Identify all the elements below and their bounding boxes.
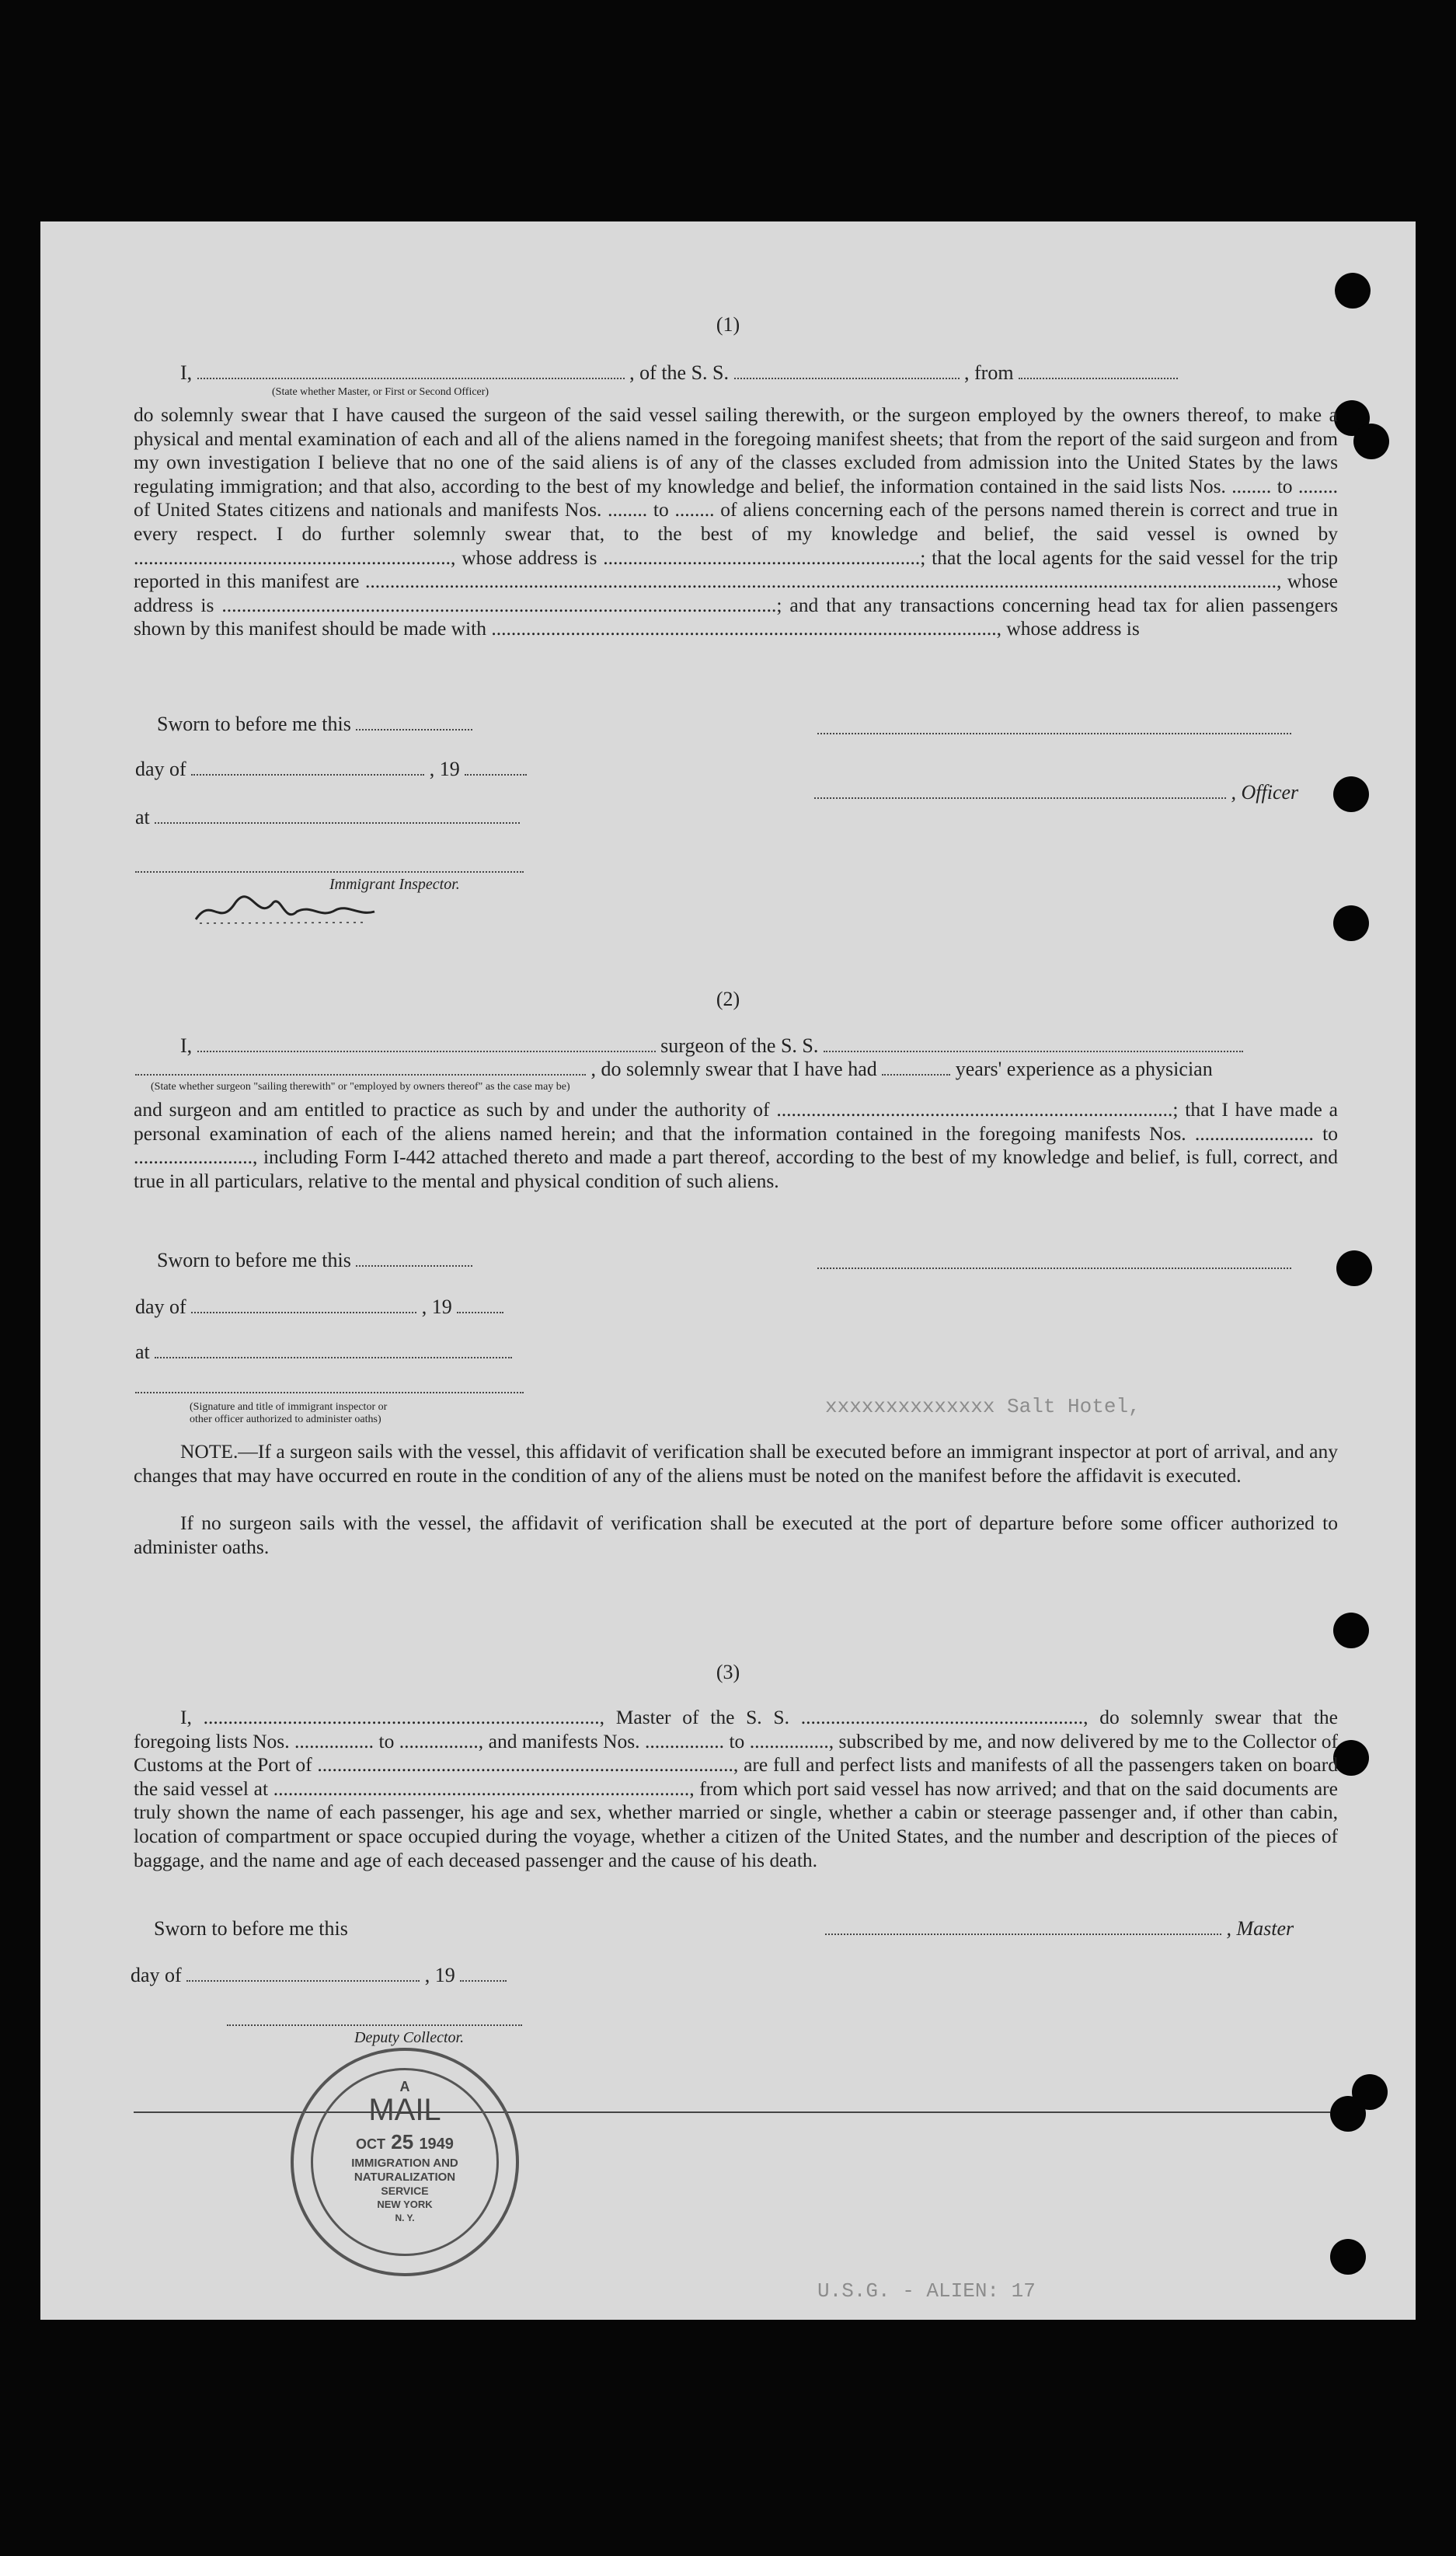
punch-hole [1333, 776, 1369, 812]
text-i: I, [180, 361, 193, 384]
official-signature-line [135, 1392, 524, 1393]
punch-hole [1333, 1613, 1369, 1648]
officer-rank-note: (State whether Master, or First or Second Officer) [272, 386, 489, 398]
at-line-1: at [135, 806, 520, 829]
manifest-page [40, 221, 1416, 2320]
surgeon-status-note: (State whether surgeon "sailing therewith" or "employed by owners thereof" as the case may be) [151, 1081, 570, 1093]
blank-officer-name [197, 362, 625, 379]
deputy-signature-line [227, 2024, 522, 2026]
section-1-line-1 [180, 361, 1178, 385]
signature-line-1 [817, 733, 1291, 734]
punch-hole [1335, 273, 1371, 309]
section-3-paragraph: I, ................................................................................, Master of the S. S. ........................................................., do solemnly swear that the foregoing lists Nos. ................ to ................, and manifests Nos. ................ to ................, subscribed by me, and now delivered by me to the Collector of Customs at the Port of ...................................................................................., are full and perfect lists and manifests of all the passengers taken on board the said vessel at ...................................................................................., from which port said vessel has now arrived; and that on the said documents are truly shown the name of each passenger, his age and sex, whether married or single, whether a cabin or steerage passenger and, if other than cabin, location of compartment or space occupied during the voyage, whether a citizen of the United States, and the number and description of the pieces of baggage, and the name and age of each deceased passenger and the cause of his death. [134, 1706, 1338, 1871]
sworn-line-2: Sworn to before me this [157, 1249, 472, 1272]
blank-surgeon-name [197, 1035, 656, 1052]
section-3-number: (3) [716, 1661, 740, 1683]
inspector-signature [188, 888, 382, 935]
day-line-1: day of , 19 [135, 758, 527, 781]
inspector-signature-line [135, 871, 524, 873]
section-2-number: (2) [716, 988, 740, 1010]
blank-years [882, 1058, 950, 1076]
bleed-through-footer: U.S.G. - ALIEN: 17 [817, 2279, 1036, 2303]
at-line-2: at [135, 1341, 512, 1364]
blank-from-port [1019, 362, 1178, 379]
punch-hole [1330, 2096, 1366, 2132]
section-2-line-1: I, surgeon of the S. S. [180, 1034, 1243, 1058]
officer-line: , Officer [814, 781, 1298, 804]
note-2: If no surgeon sails with the vessel, the affidavit of verification shall be executed at the port of departure before some officer authorized to administer oaths. [134, 1512, 1338, 1558]
deputy-collector-title: Deputy Collector. [354, 2029, 465, 2046]
mail-date-stamp: A MAIL OCT 25 1949 IMMIGRATION AND NATURALIZATION SERVICE NEW YORK N. Y. [291, 2048, 519, 2276]
master-line: , Master [825, 1917, 1294, 1941]
text-of-ss: , of the S. S. [629, 361, 730, 384]
punch-hole [1333, 905, 1369, 941]
day-line-2: day of , 19 [135, 1295, 503, 1319]
section-2-paragraph: and surgeon and am entitled to practice as such by and under the authority of ................................................................................; that I have made a personal examination of each of the aliens named herein; and that the information contained in the foregoing manifests Nos. ........................ to ........................, including Form I-442 attached thereto and made a part thereof, according to the best of my knowledge and belief, is full, correct, and true in all particulars, relative to the mental and physical condition of such aliens. [134, 1098, 1338, 1192]
punch-hole [1353, 424, 1389, 459]
section-2-line-2: , do solemnly swear that I have had years' experience as a physician [135, 1058, 1213, 1081]
signature-note-1: (Signature and title of immigrant inspector or [190, 1401, 388, 1413]
blank-vessel-name [734, 362, 960, 379]
signature-note-2: other officer authorized to administer oaths) [190, 1414, 381, 1425]
inspector-title: Immigrant Inspector. [329, 876, 460, 893]
bleed-through-text: xxxxxxxxxxxxxx Salt Hotel, [825, 1395, 1141, 1418]
section-1-paragraph: do solemnly swear that I have caused the surgeon of the said vessel sailing therewith, or the surgeon employed by the owners thereof, to make a physical and mental examination of each and all of the aliens named in the foregoing manifest sheets; that from the report of the said surgeon and from my own investigation I believe that no one of the said aliens is of any of the classes excluded from admission into the United States by the laws regulating immigration; and that also, according to the best of my knowledge and belief, the information contained in the said lists Nos. ........ to ........ of United States citizens and nationals and manifests Nos. ........ to ........ of aliens concerning each of the persons named therein is correct and true in every respect. I do further solemnly swear that, to the best of my knowledge and belief, the said vessel is owned by ................................................................, whose address is ................................................................; that the local agents for the said vessel for the trip reported in this manifest are ........................................................................................................................................................................................, whose address is ................................................................................................................; and that any transactions concerning head tax for alien passengers shown by this manifest should be made with ......................................................................................................, whose address is [134, 403, 1338, 640]
punch-hole [1330, 2239, 1366, 2275]
text-from: , from [964, 361, 1014, 384]
punch-hole [1336, 1250, 1372, 1286]
punch-hole [1333, 1740, 1369, 1776]
section-1-number: (1) [716, 313, 740, 336]
sworn-line-3: Sworn to before me this [154, 1917, 348, 1940]
day-line-3: day of , 19 [131, 1964, 507, 1987]
blank-vessel-name-2 [824, 1035, 1243, 1052]
sworn-line-1: Sworn to before me this [157, 713, 472, 736]
signature-line-2 [817, 1268, 1291, 1269]
note-1: NOTE.—If a surgeon sails with the vessel, this affidavit of verification shall be executed before an immigrant inspector at port of arrival, and any changes that may have occurred en route in the condition of any of the aliens must be noted on the manifest before the affidavit is executed. [134, 1440, 1338, 1487]
